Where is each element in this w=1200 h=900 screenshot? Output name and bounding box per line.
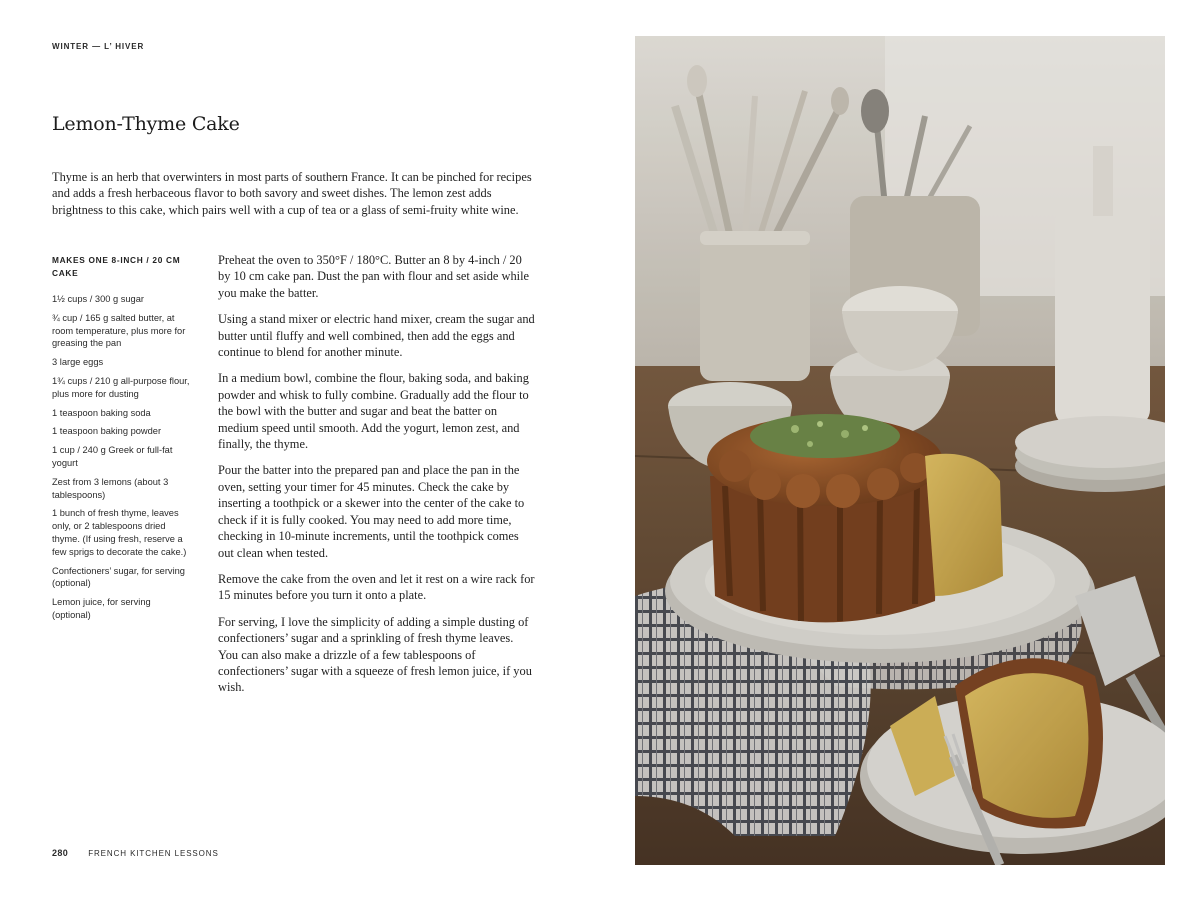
ingredient-item: 1 cup / 240 g Greek or full-fat yogurt <box>52 445 173 468</box>
ingredient-item: 1½ cups / 300 g sugar <box>52 294 144 304</box>
ingredient-item: 3 large eggs <box>52 357 104 368</box>
recipe-intro: Thyme is an herb that overwinters in most parts of southern France. It can be pinched for recipes and adds a fresh herbaceous flavor to both savory and sweet dishes. The lemon zest adds brightness to this cake, which pairs well with a cup of tea or a glass of semi-fruity white wine. <box>52 170 532 217</box>
cake-photo <box>635 36 1165 865</box>
book-title: FRENCH KITCHEN LESSONS <box>88 848 219 858</box>
method-step: Pour the batter into the prepared pan and place the pan in the oven, setting your timer for 45 minutes. Check the cake by inserting a toothpick or a skewer into the center of the cake to check if it is fully cooked. You may need to add more time, checking in 10-minute increments, until the toothpick comes out clean when tested. <box>218 463 525 560</box>
recipe-yield: MAKES ONE 8-INCH / 20 CM CAKE <box>52 255 181 278</box>
ingredient-item: ¾ cup / 165 g salted butter, at room temperature, plus more for greasing the pan <box>52 312 186 349</box>
method-step: In a medium bowl, combine the flour, baking soda, and baking powder and whisk to fully combine. Gradually add the flour to the bowl with the butter and sugar and beat the batter on medium speed until smooth. Add the yogurt, lemon zest, and finally, the thyme. <box>218 371 529 452</box>
ingredient-item: Confectioners’ sugar, for serving (optional) <box>52 565 185 589</box>
ingredient-item: Zest from 3 lemons (about 3 tablespoons) <box>52 476 169 500</box>
ingredient-item: Lemon juice, for serving (optional) <box>52 597 151 620</box>
page-number: 280 <box>52 848 69 858</box>
ingredients-list <box>52 254 192 628</box>
ingredient-item: 1 teaspoon baking soda <box>52 407 151 418</box>
method-step: For serving, I love the simplicity of adding a simple dusting of confectioners’ sugar and a sprinkling of fresh thyme leaves. You can also make a drizzle of a few tablespoons of confectioners’ sugar with a squeeze of fresh lemon juice, if you wish. <box>218 614 532 695</box>
cake-photo-illustration <box>635 36 1165 865</box>
ingredient-item: 1¾ cups / 210 g all-purpose flour, plus more for dusting <box>52 375 190 399</box>
running-head: WINTER — L’ HIVER <box>52 42 145 51</box>
method-step: Using a stand mixer or electric hand mixer, cream the sugar and butter until fluffy and well combined, then add the eggs and continue to blend for another minute. <box>218 312 535 360</box>
page-footer <box>52 848 219 858</box>
method-step: Remove the cake from the oven and let it rest on a wire rack for 15 minutes before you turn it onto a plate. <box>218 571 535 603</box>
method-step: Preheat the oven to 350°F / 180°C. Butter an 8 by 4-inch / 20 by 10 cm cake pan. Dust the pan with flour and set aside while you make the batter. <box>218 253 530 300</box>
recipe-title: Lemon-Thyme Cake <box>52 113 240 135</box>
ingredient-item: 1 bunch of fresh thyme, leaves only, or 2 tablespoons dried thyme. (If using fresh, reserve a few sprigs to decorate the cake.) <box>52 508 187 557</box>
ingredient-item: 1 teaspoon baking powder <box>52 426 162 437</box>
method-steps <box>218 252 536 706</box>
